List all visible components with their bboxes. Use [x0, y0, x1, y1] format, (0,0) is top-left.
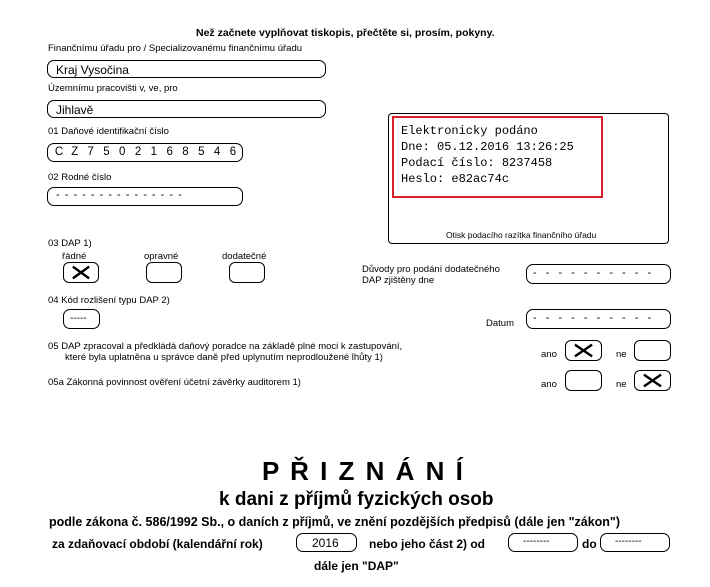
q05-label-2: které byla uplatněna u správce daně před uplynutím neprodloužené lhůty 1) — [65, 352, 383, 363]
dap-supplementary-label: dodatečné — [222, 251, 267, 262]
tax-id-chars — [54, 146, 238, 158]
stamp-line-password: Heslo: e82ac74c — [401, 172, 510, 186]
stamp-caption: Otisk podacího razítka finančního úřadu — [446, 230, 597, 240]
office-value: Kraj Vysočina — [56, 63, 129, 77]
tax-id-char: 5 — [198, 146, 205, 158]
period-from-value: -------- — [523, 536, 550, 547]
reasons-label-2: DAP zjištěny dne — [362, 275, 435, 286]
tax-id-field[interactable] — [47, 143, 243, 162]
check-cross-icon — [635, 371, 670, 390]
form-title: P Ř I Z N Á N Í — [262, 456, 465, 486]
birth-number-field[interactable] — [47, 187, 243, 206]
date-label: Datum — [486, 318, 514, 329]
birth-number-label: 02 Rodné číslo — [48, 172, 112, 183]
tax-id-char: 5 — [103, 146, 110, 158]
q05-no-checkbox[interactable] — [634, 340, 671, 361]
tax-id-char: 6 — [229, 146, 237, 158]
period-to-value: -------- — [615, 536, 642, 547]
check-cross-icon — [64, 263, 98, 282]
q05-yes-checkbox[interactable] — [565, 340, 602, 361]
dap-supplementary-checkbox[interactable] — [229, 262, 265, 283]
period-suffix: dále jen "DAP" — [314, 559, 399, 573]
dap-type-label: 03 DAP 1) — [48, 238, 92, 249]
period-prefix: za zdaňovací období (kalendářní rok) — [52, 537, 263, 551]
instructions-notice: Než začnete vyplňovat tiskopis, přečtěte si, prosím, pokyny. — [196, 27, 495, 39]
tax-id-char: Z — [71, 146, 79, 158]
tax-id-label: 01 Daňové identifikační číslo — [48, 126, 169, 137]
period-from-field[interactable] — [508, 533, 578, 552]
dap-corrective-checkbox[interactable] — [146, 262, 182, 283]
local-office-label: Územnímu pracovišti v, ve, pro — [48, 83, 178, 94]
tax-id-char: 2 — [134, 146, 142, 158]
q05-no-label: ne — [616, 349, 627, 360]
q05a-no-label: ne — [616, 379, 627, 390]
tax-id-char: C — [54, 146, 64, 158]
q05a-label: 05a Zákonná povinnost ověření účetní závěrky auditorem 1) — [48, 377, 301, 388]
birth-number-placeholder: - - - - - - - - - - - - - - - — [56, 189, 183, 201]
period-to-field[interactable] — [600, 533, 670, 552]
period-middle: nebo jeho část 2) od — [369, 537, 486, 551]
dap-regular-checkbox[interactable] — [63, 262, 99, 283]
dap-regular-label: řádné — [62, 251, 87, 262]
distinction-code-value: ----- — [70, 313, 87, 324]
tax-year-field[interactable] — [296, 533, 357, 552]
q05-label-1: 05 DAP zpracoval a předkládá daňový poradce na základě plné moci k zastupování, — [48, 341, 403, 352]
date-field[interactable] — [526, 309, 671, 329]
q05a-yes-checkbox[interactable] — [565, 370, 602, 391]
date-placeholder: - - - - - - - - - - — [533, 312, 655, 324]
tax-id-char: 8 — [182, 146, 189, 158]
form-subtitle: k dani z příjmů fyzických osob — [219, 489, 494, 510]
tax-id-char: 4 — [213, 146, 221, 158]
distinction-label: 04 Kód rozlišení typu DAP 2) — [48, 295, 170, 306]
reasons-label-1: Důvody pro podání dodatečného — [362, 264, 500, 275]
tax-id-char: 7 — [87, 146, 94, 158]
q05-yes-label: ano — [541, 349, 557, 360]
q05a-yes-label: ano — [541, 379, 557, 390]
reasons-date-field[interactable] — [526, 264, 671, 284]
period-to-label: do — [582, 537, 597, 551]
tax-id-char: 6 — [166, 146, 173, 158]
dap-corrective-label: opravné — [144, 251, 179, 262]
local-office-field[interactable] — [47, 100, 326, 118]
local-office-value: Jihlavě — [56, 103, 94, 117]
distinction-code-field[interactable] — [63, 309, 100, 329]
tax-id-char: 1 — [150, 146, 158, 158]
stamp-line-number: Podací číslo: 8237458 — [401, 156, 553, 170]
reasons-date-placeholder: - - - - - - - - - - — [533, 267, 655, 279]
stamp-line-date: Dne: 05.12.2016 13:26:25 — [401, 140, 574, 154]
tax-year-value: 2016 — [312, 536, 339, 550]
office-label: Finančnímu úřadu pro / Specializovanému finančnímu úřadu — [48, 43, 303, 54]
office-field[interactable] — [47, 60, 326, 78]
stamp-line-filed: Elektronicky podáno — [401, 124, 538, 138]
q05a-no-checkbox[interactable] — [634, 370, 671, 391]
law-reference: podle zákona č. 586/1992 Sb., o daních z příjmů, ve znění pozdějších předpisů (dále jen "zákon") — [49, 515, 621, 529]
tax-id-char: 0 — [119, 146, 126, 158]
check-cross-icon — [566, 341, 601, 360]
